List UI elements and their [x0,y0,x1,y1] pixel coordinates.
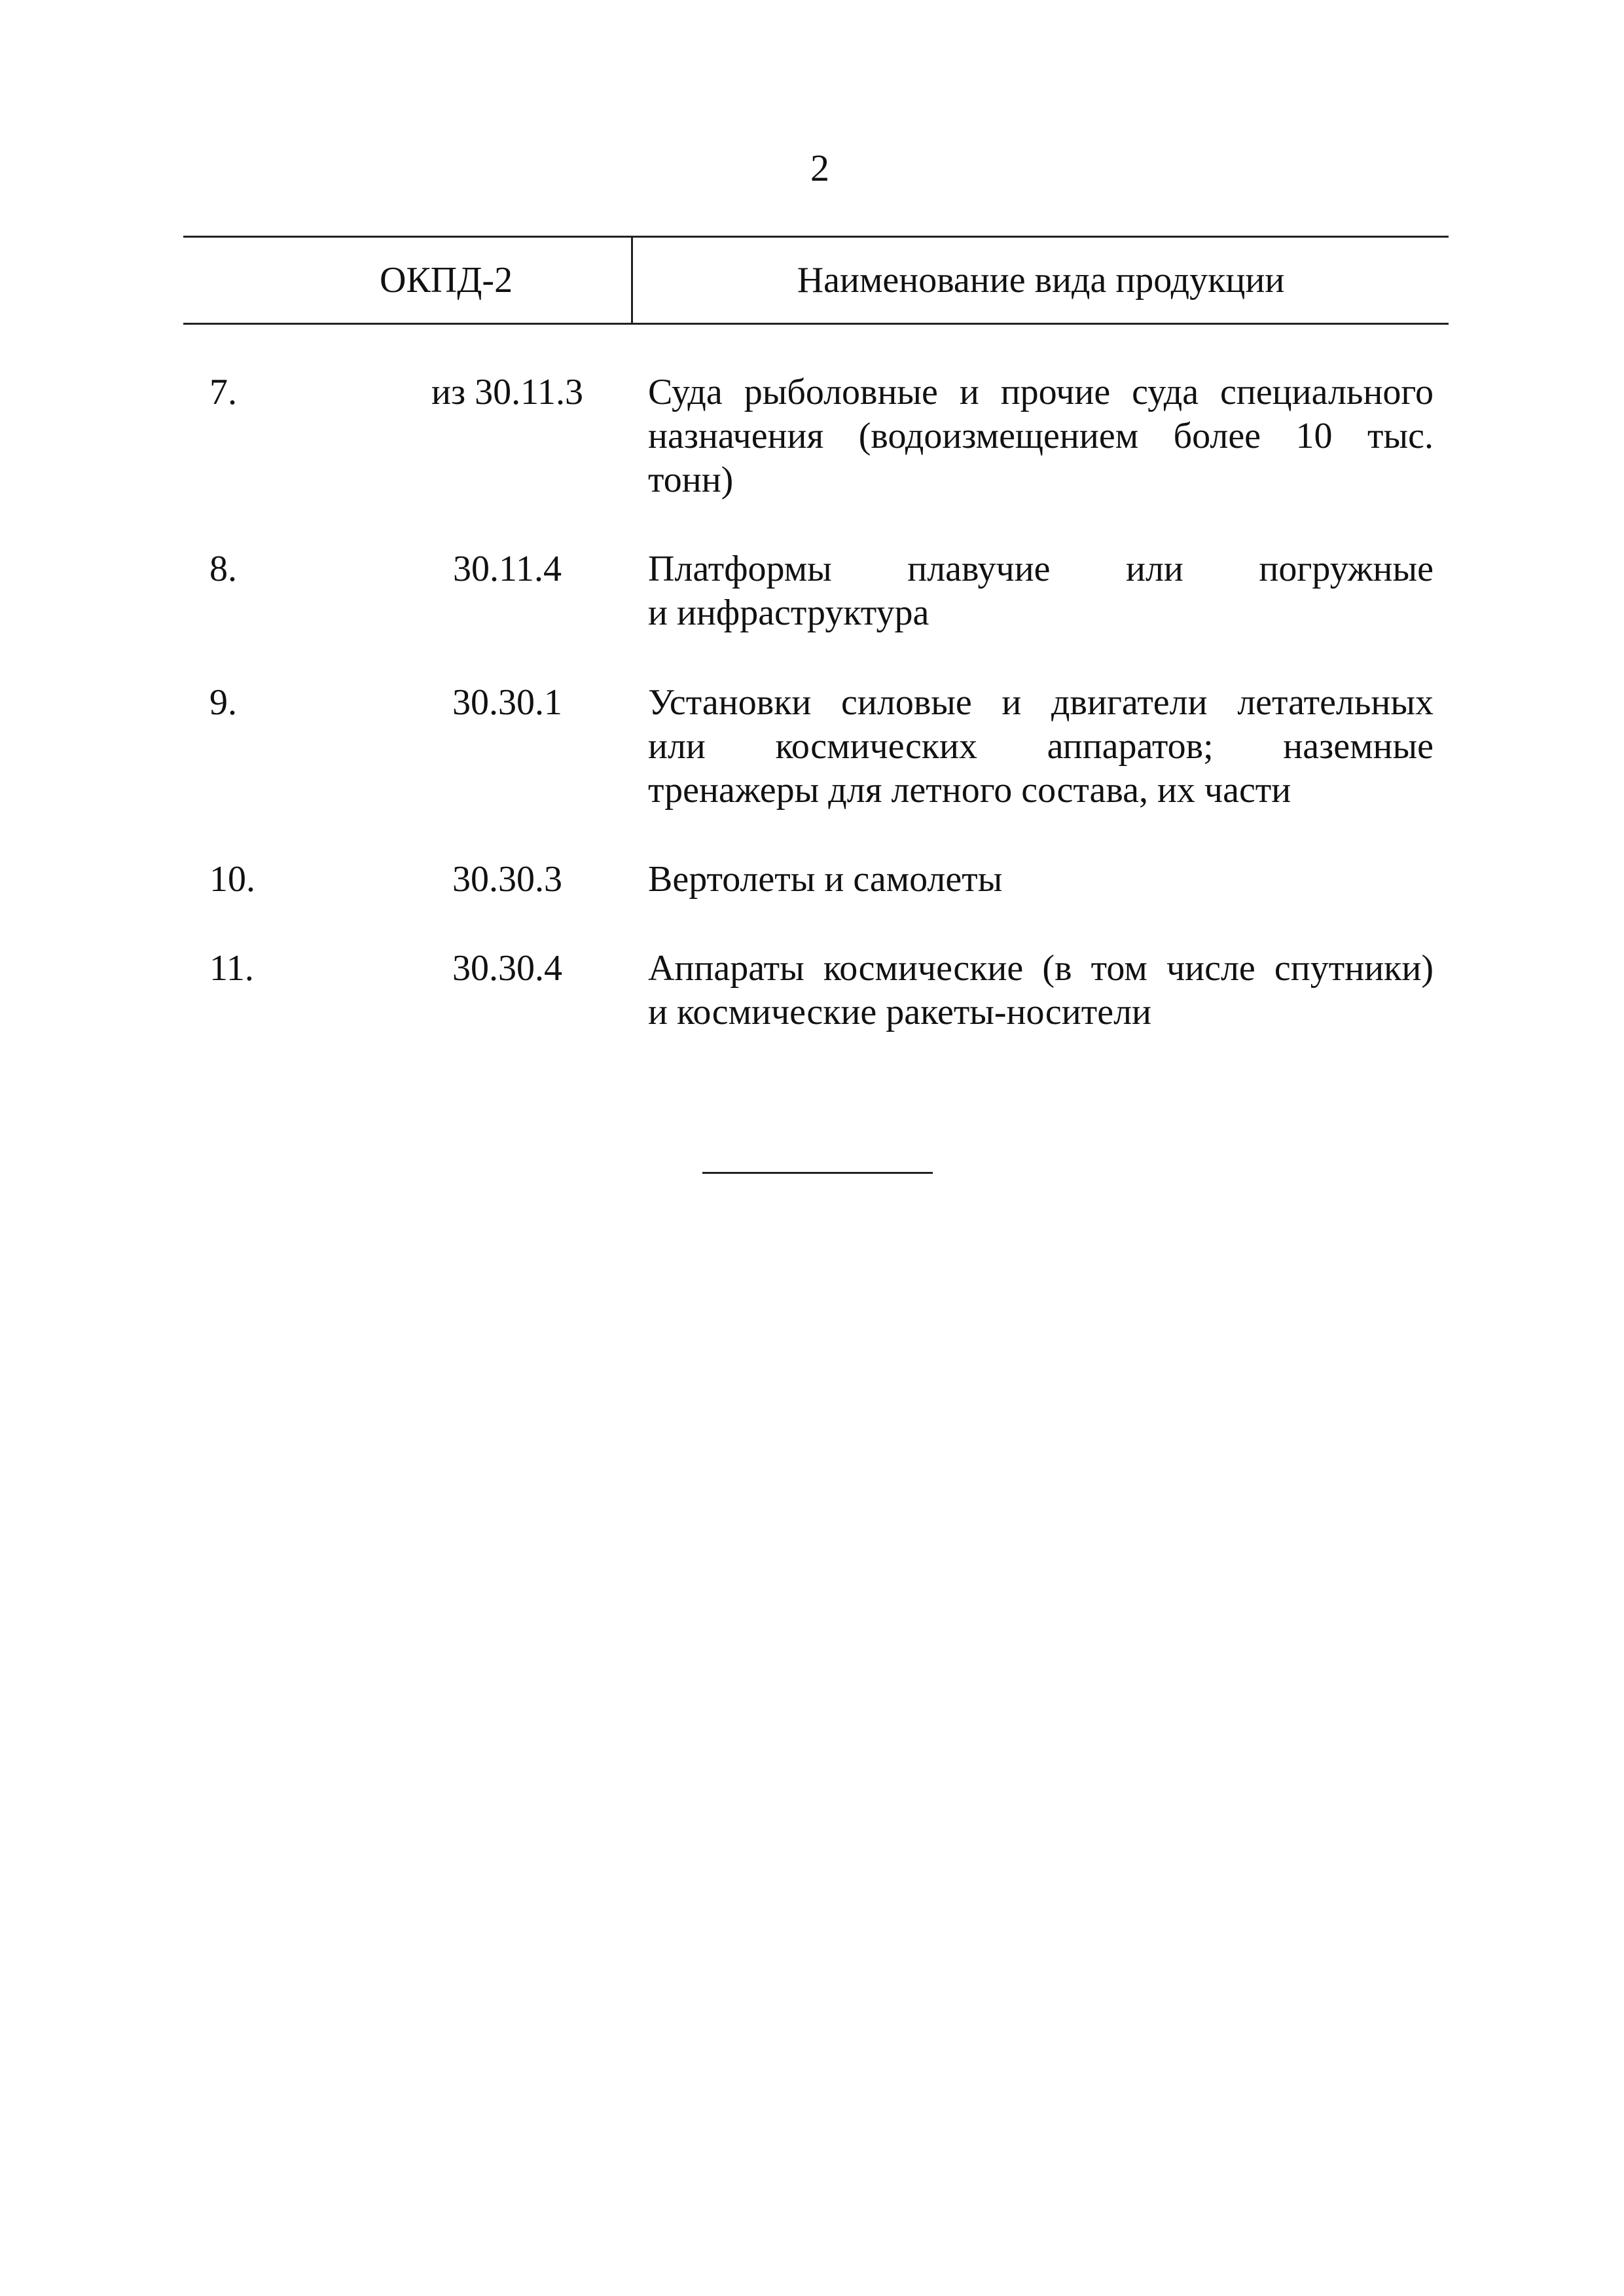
header-code: ОКПД-2 [380,260,513,301]
row-number: 7. [209,372,237,412]
row-name-line: назначения (водоизмещением более 10 тыс. [648,416,1434,456]
row-name [648,947,1434,1034]
row-name-line: Платформы плавучие или погружные [648,549,1434,589]
row-name-line: и инфраструктура [648,592,929,633]
page-number: 2 [810,147,829,189]
row-number: 10. [209,859,255,900]
row-number: 9. [209,682,237,723]
row-number: 11. [209,948,254,989]
row-name-line: и космические ракеты-носители [648,992,1151,1032]
header-name: Наименование вида продукции [797,260,1285,301]
row-name-line: или космических аппаратов; наземные [648,726,1434,767]
row-name-line: Вертолеты и самолеты [648,859,1003,900]
row-name-line: Установки силовые и двигатели летательных [648,682,1434,723]
row-code: 30.30.4 [452,948,562,989]
row-name [648,681,1434,812]
row-code: 30.30.1 [452,682,562,723]
row-name-line: тонн) [648,460,734,500]
row-number: 8. [209,549,237,589]
row-name-line: Аппараты космические (в том числе спутники) [648,948,1434,989]
closing-rule [702,1172,933,1174]
row-name [648,858,1434,902]
row-code: 30.30.3 [452,859,562,900]
row-name-line: тренажеры для летного состава, их части [648,770,1291,811]
row-name [648,371,1434,502]
table-header [183,236,1449,325]
row-code: 30.11.4 [453,549,562,589]
row-name [648,547,1434,635]
row-name-line: Суда рыболовные и прочие суда специального [648,372,1434,412]
row-code: из 30.11.3 [431,372,583,412]
